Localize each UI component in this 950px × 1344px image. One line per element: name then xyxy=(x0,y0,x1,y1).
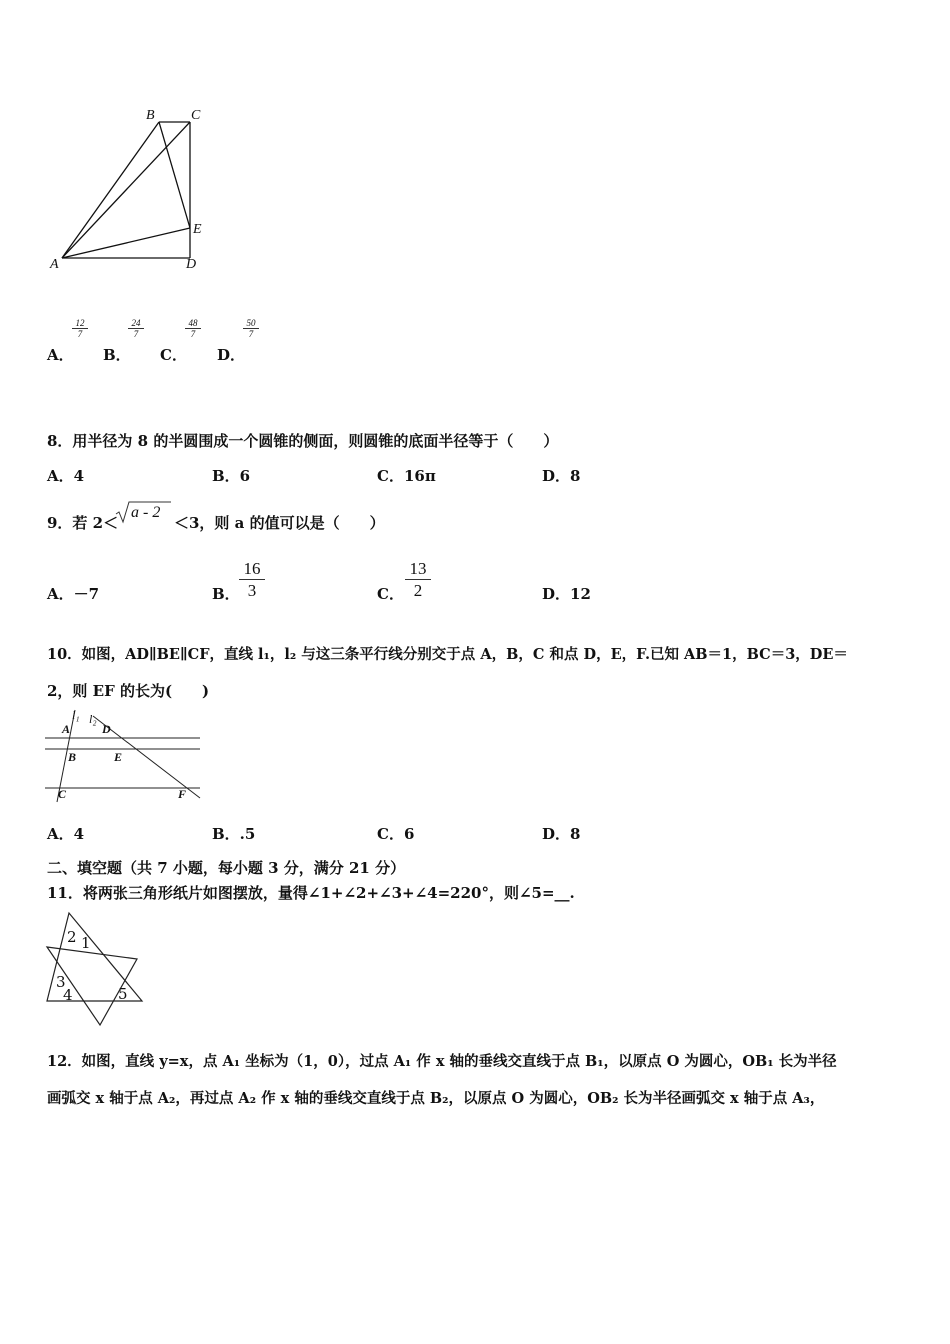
q7-option-c-fraction xyxy=(185,318,201,340)
q10-label-c: C xyxy=(58,787,67,801)
q10-label-a: A xyxy=(62,722,71,736)
q10-label-d: D xyxy=(102,722,111,736)
q9-option-d: D．12 xyxy=(542,585,591,603)
q7-option-a-fraction xyxy=(72,318,88,340)
q7-label-d: D xyxy=(186,257,197,272)
q7-label-c: C xyxy=(191,108,201,123)
fraction-numerator: 13 xyxy=(405,558,431,580)
q11-stem: 11．将两张三角形纸片如图摆放，量得∠1+∠2+∠3+∠4=220°，则∠5=__. xyxy=(47,884,575,902)
q10-label-b: B xyxy=(68,750,77,764)
fraction-numerator: 16 xyxy=(239,558,265,580)
q9-option-c-fraction xyxy=(405,558,431,601)
fraction-numerator: 12 xyxy=(72,318,88,329)
q9-radicand: a - 2 xyxy=(131,504,161,521)
q10-option-a: A．4 xyxy=(47,825,85,843)
q10-option-c: C．6 xyxy=(377,825,415,843)
q7-option-d-letter: D． xyxy=(217,346,246,364)
q11-angle-4: 4 xyxy=(63,986,73,1004)
q8-stem: 8．用半径为 8 的半圆围成一个圆锥的侧面，则圆锥的底面半径等于（ ） xyxy=(47,432,559,450)
fraction-denominator: 2 xyxy=(413,581,423,600)
q7-label-e: E xyxy=(193,222,202,237)
section-heading: 二、填空题（共 7 小题，每小题 3 分，满分 21 分） xyxy=(47,859,406,877)
q8-option-b: B．6 xyxy=(212,467,251,485)
q10-label-l1: l₁ xyxy=(72,708,80,722)
q8-option-a: A．4 xyxy=(47,467,85,485)
q7-label-a: A xyxy=(50,257,59,272)
q11-angle-1: 1 xyxy=(81,934,91,952)
fraction-denominator: 7 xyxy=(77,329,83,339)
q8-option-c: C．16π xyxy=(377,467,436,485)
q9-stem-prefix: 9．若 2＜ xyxy=(47,514,119,532)
q7-figure xyxy=(45,100,225,280)
q11-angle-5: 5 xyxy=(118,985,128,1003)
q9-stem-suffix: ＜3，则 a 的值可以是（ ） xyxy=(174,514,385,532)
q12-line2: 画弧交 x 轴于点 A₂，再过点 A₂ 作 x 轴的垂线交直线于点 B₂，以原点 O 为圆心，OB₂ 长为半径画弧交 x 轴于点 A₃， xyxy=(47,1090,825,1107)
q10-label-l2: l₂ xyxy=(89,712,97,726)
q7-option-b-fraction xyxy=(128,318,144,340)
q9-option-c-letter: C． xyxy=(377,585,404,603)
fraction-denominator: 7 xyxy=(133,329,139,339)
q7-option-a-letter: A． xyxy=(47,346,74,364)
fraction-numerator: 50 xyxy=(243,318,259,329)
q7-option-b-letter: B． xyxy=(103,346,131,364)
q7-option-c-letter: C． xyxy=(160,346,187,364)
fraction-denominator: 7 xyxy=(190,329,196,339)
q9-option-b-letter: B． xyxy=(212,585,240,603)
fraction-denominator: 3 xyxy=(247,581,257,600)
q7-option-d-fraction xyxy=(243,318,259,340)
q9-option-b-fraction xyxy=(239,558,265,601)
fraction-denominator: 7 xyxy=(248,329,254,339)
q10-label-e: E xyxy=(114,750,123,764)
q9-option-a: A．－7 xyxy=(47,585,100,603)
q11-angle-3: 3 xyxy=(56,973,66,991)
fraction-numerator: 48 xyxy=(185,318,201,329)
q10-option-d: D．8 xyxy=(542,825,581,843)
q11-figure xyxy=(45,910,150,1030)
fraction-numerator: 24 xyxy=(128,318,144,329)
q10-stem-line2: 2，则 EF 的长为( ) xyxy=(47,682,210,700)
q11-angle-2: 2 xyxy=(67,928,77,946)
q8-option-d: D．8 xyxy=(542,467,581,485)
q7-label-b: B xyxy=(146,108,155,123)
q10-label-f: F xyxy=(178,787,187,801)
q12-line1: 12．如图，直线 y=x，点 A₁ 坐标为（1，0），过点 A₁ 作 x 轴的垂线交直线于点 B₁，以原点 O 为圆心，OB₁ 长为半径 xyxy=(47,1053,837,1070)
q10-option-b: B．.5 xyxy=(212,825,256,843)
q10-stem-line1: 10．如图，AD∥BE∥CF，直线 l₁，l₂ 与这三条平行线分别交于点 A，B，C 和点 D，E，F.已知 AB＝1，BC＝3，DE＝ xyxy=(47,646,848,663)
